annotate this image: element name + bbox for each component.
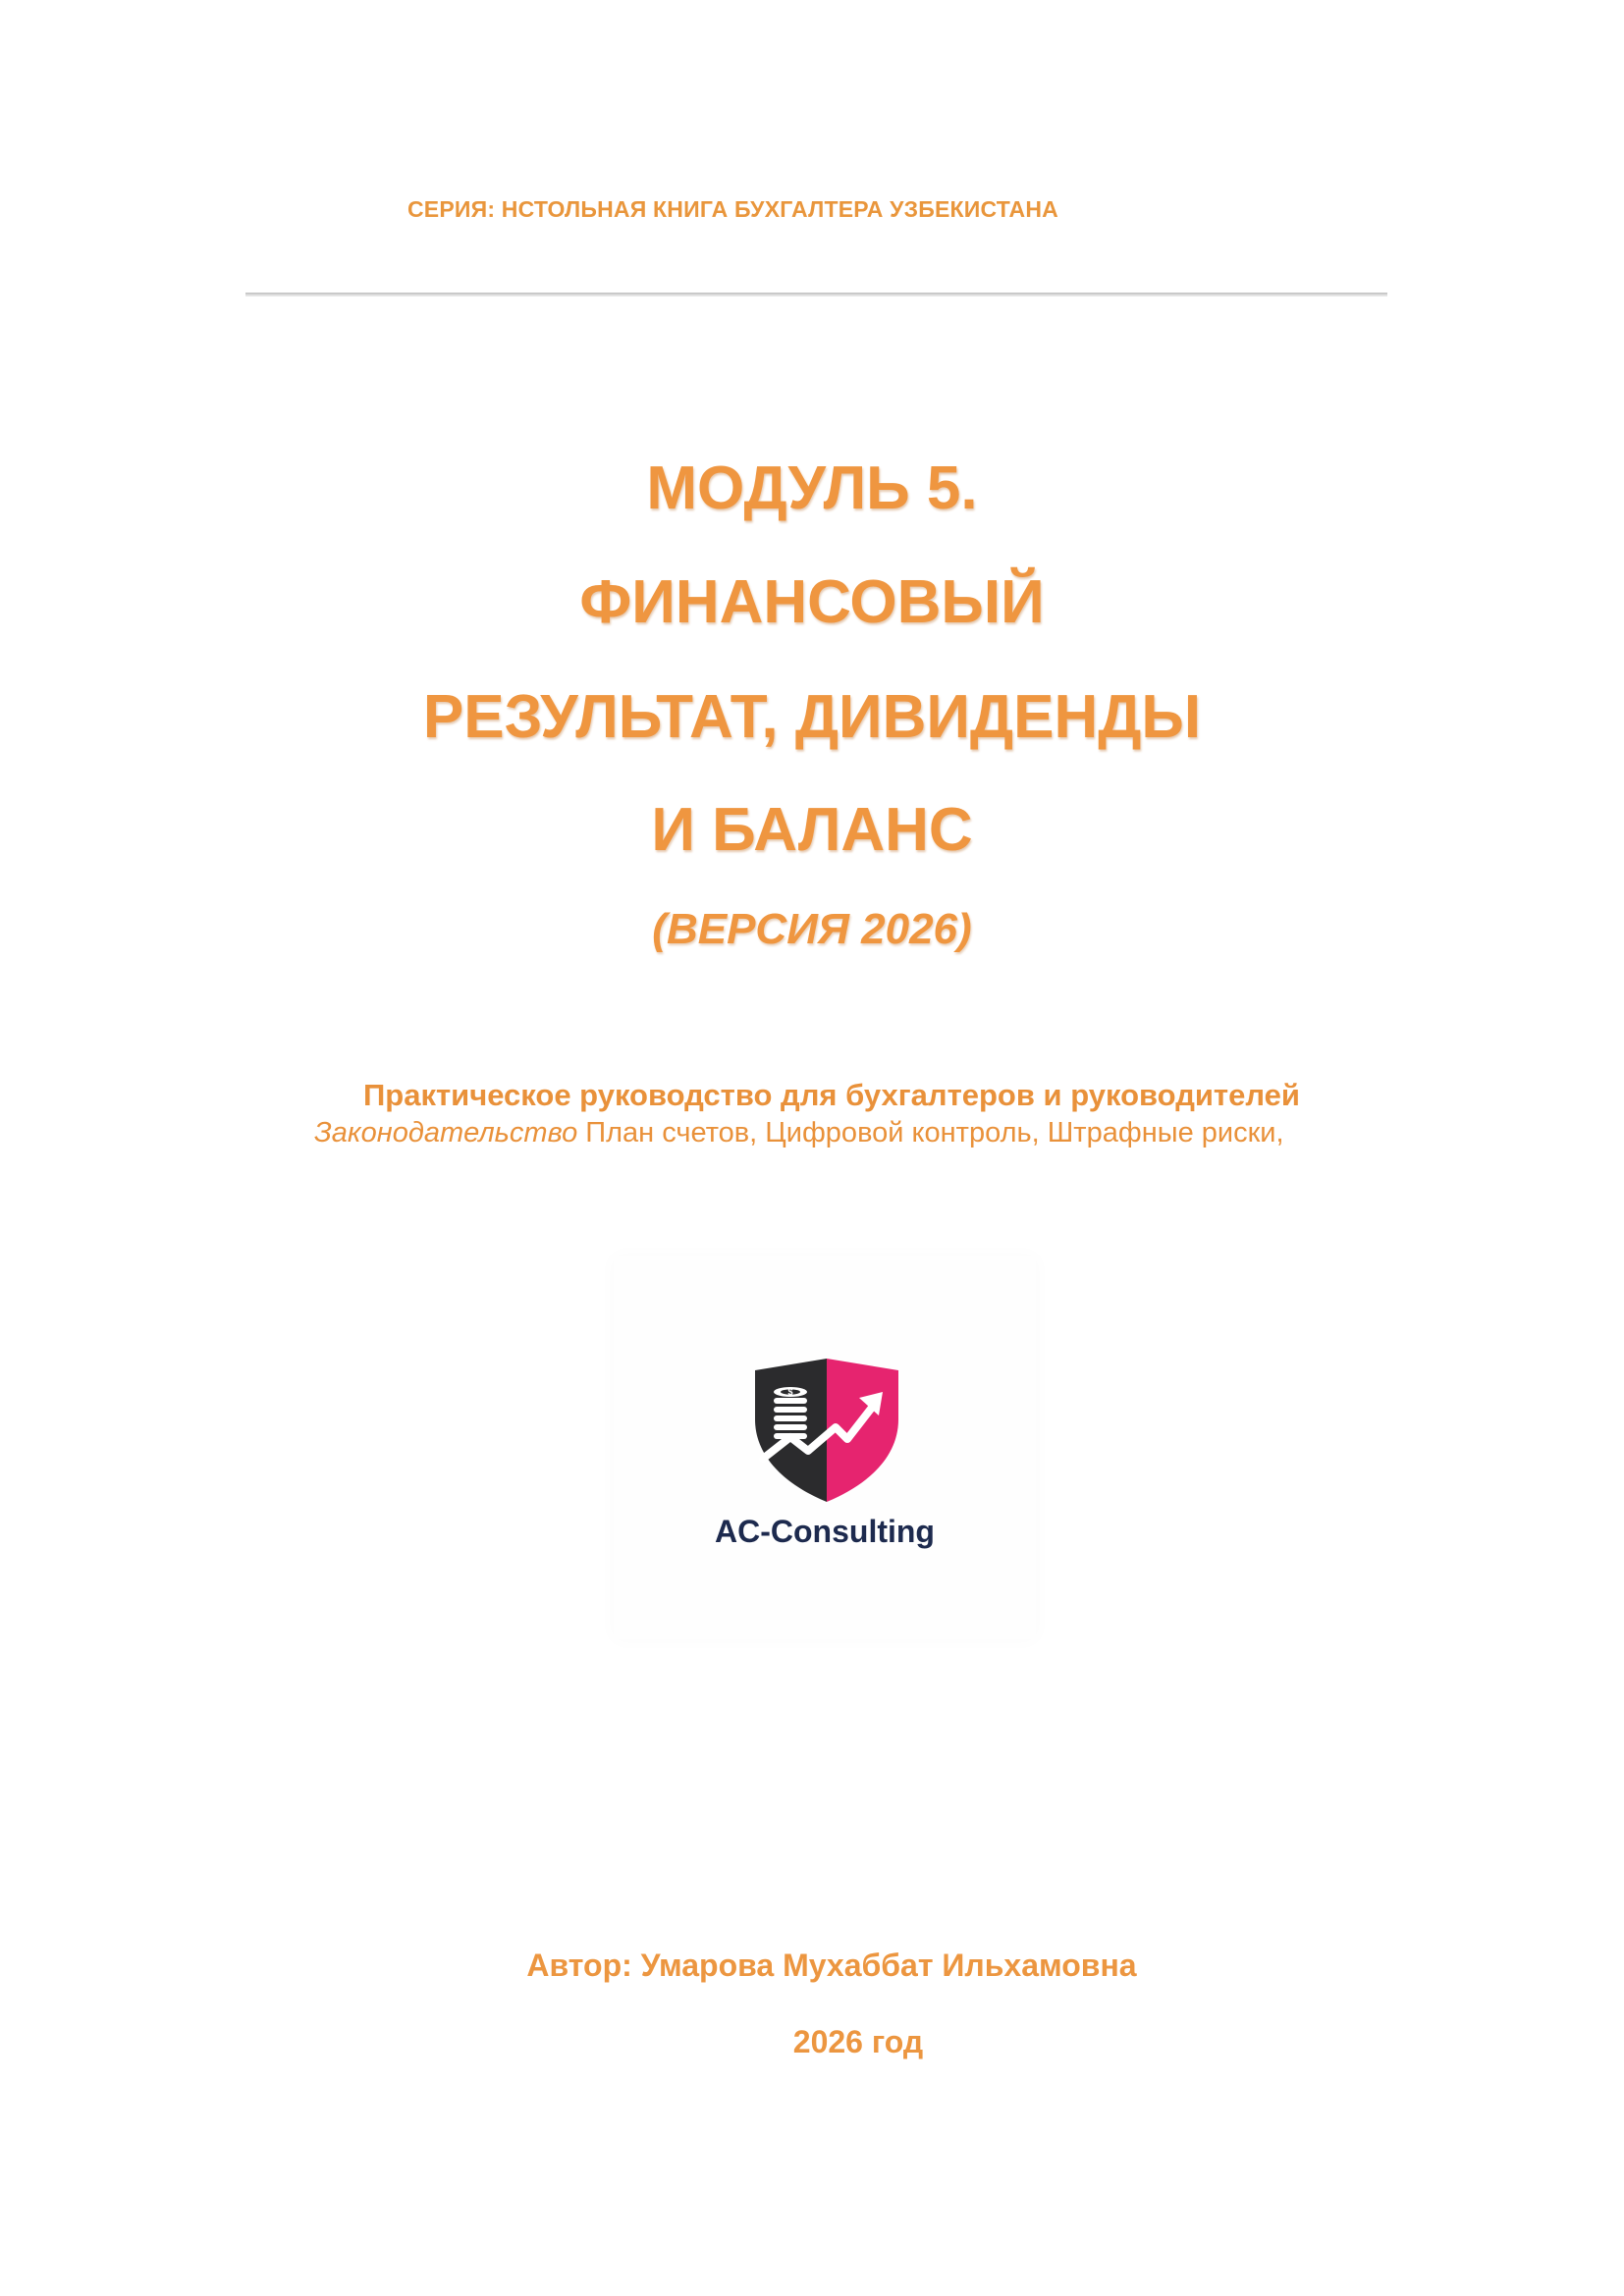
author-line: Автор: Умарова Мухаббат Ильхамовна — [526, 1948, 1137, 1983]
company-logo — [614, 1256, 1036, 1639]
title-line-3: РЕЗУЛЬТАТ, ДИВИДЕНДЫ — [422, 683, 1202, 751]
series-header: СЕРИЯ: НСТОЛЬНАЯ КНИГА БУХГАЛТЕРА УЗБЕКИСТАНА — [407, 196, 1058, 222]
version-label: (ВЕРСИЯ 2026) — [652, 905, 972, 953]
year-line: 2026 год — [792, 2024, 924, 2059]
topic-law: Законодательство — [314, 1117, 578, 1148]
shield-coins-growth-icon — [749, 1357, 904, 1504]
subtitle: Практическое руководство для бухгалтеров и руководителей — [363, 1078, 1300, 1112]
logo-wordmark: AC-Consulting — [715, 1514, 935, 1549]
title-line-4: И БАЛАНС — [651, 796, 973, 864]
title-line-2: ФИНАНСОВЫЙ — [579, 568, 1045, 636]
topic-list: План счетов, Цифровой контроль, Штрафные риски, — [577, 1117, 1284, 1148]
topics-line — [314, 1117, 1284, 1149]
header-divider — [245, 293, 1387, 296]
title-line-1: МОДУЛЬ 5. — [646, 454, 978, 522]
svg-text:$: $ — [787, 1387, 793, 1397]
